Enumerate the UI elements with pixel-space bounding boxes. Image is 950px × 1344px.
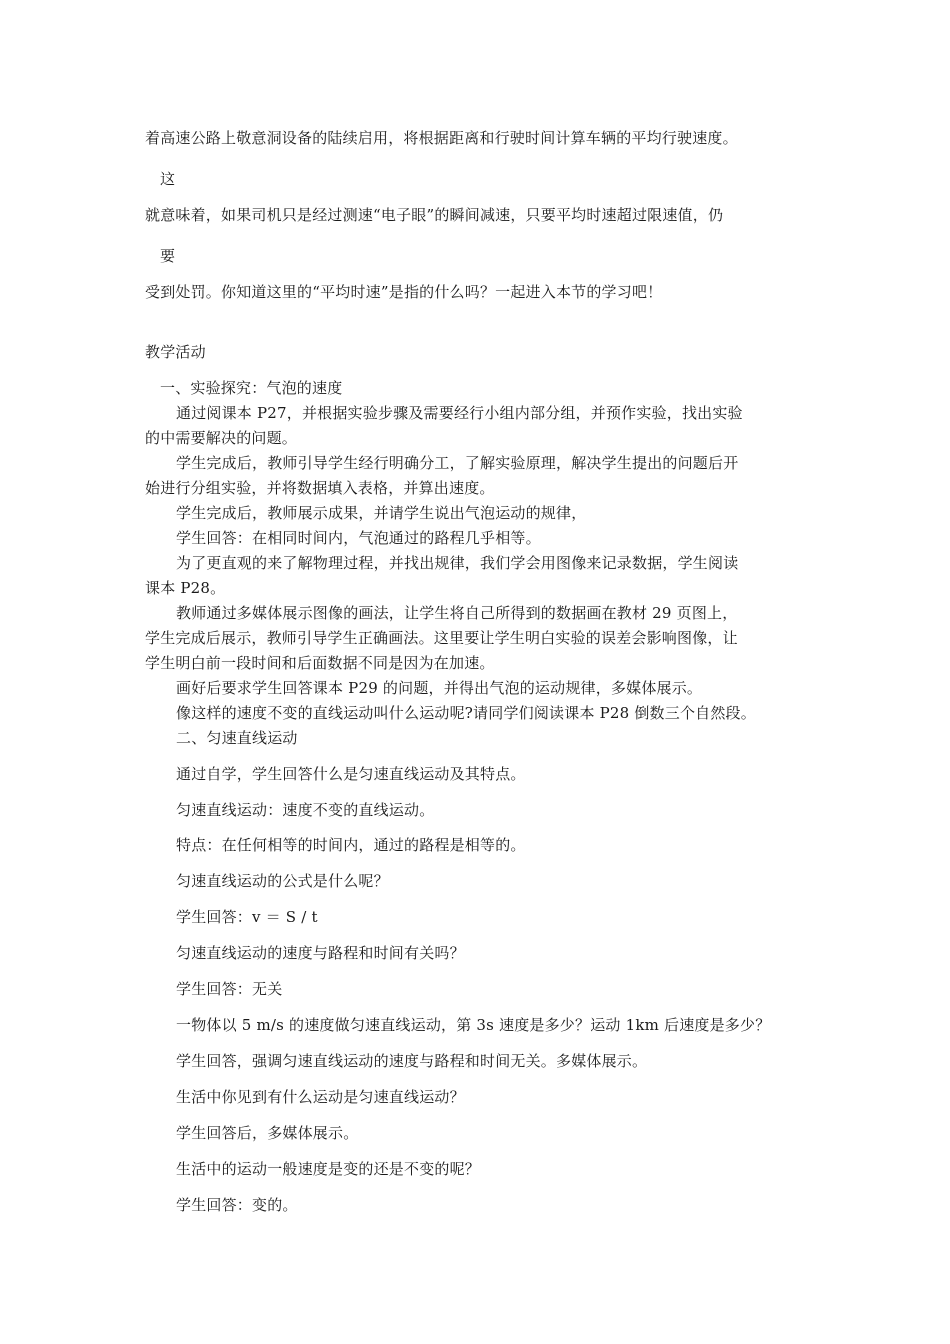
section-2-line: 生活中的运动一般速度是变的还是不变的呢？ (176, 1160, 481, 1178)
section-1-line: 学生回答：在相同时间内，气泡通过的路程几乎相等。 (176, 529, 541, 547)
section-2-line: 学生回答后，多媒体展示。 (176, 1124, 359, 1142)
section-2-line: 学生回答：v ＝ S / t (176, 908, 318, 926)
intro-line-1: 着高速公路上敬意洞设备的陆续启用，将根据距离和行驶时间计算车辆的平均行驶速度。 (145, 129, 738, 147)
section-1-line: 教师通过多媒体展示图像的画法，让学生将自己所得到的数据画在教材 29 页图上， (176, 604, 738, 622)
section-1-line: 始进行分组实验，并将数据填入表格，并算出速度。 (145, 479, 495, 497)
section-2-line: 学生回答：无关 (176, 980, 283, 998)
intro-line-3: 受到处罚。你知道这里的“平均时速”是指的什么吗？一起进入本节的学习吧！ (145, 283, 663, 301)
section-2-line: 匀速直线运动的公式是什么呢？ (176, 872, 389, 890)
section-1-line: 画好后要求学生回答课本 P29 的问题，并得出气泡的运动规律，多媒体展示。 (176, 679, 703, 697)
section-1-line: 通过阅课本 P27，并根据实验步骤及需要经行小组内部分组，并预作实验，找出实验 (176, 404, 743, 422)
section-1-line: 学生明白前一段时间和后面数据不同是因为在加速。 (145, 654, 495, 672)
section-2-line: 生活中你见到有什么运动是匀速直线运动？ (176, 1088, 465, 1106)
section-2-line: 特点：在任何相等的时间内，通过的路程是相等的。 (176, 836, 526, 854)
intro-line-2-wrap: 要 (160, 247, 176, 265)
intro-line-2: 就意味着，如果司机只是经过测速“电子眼”的瞬间减速，只要平均时速超过限速值，仍 (145, 206, 724, 224)
section-1-line: 像这样的速度不变的直线运动叫什么运动呢?请同学们阅读课本 P28 倒数三个自然段。 (176, 704, 756, 722)
section-1-line: 课本 P28。 (145, 579, 226, 597)
section-2-line: 学生回答，强调匀速直线运动的速度与路程和时间无关。多媒体展示。 (176, 1052, 648, 1070)
section-1-line: 为了更直观的来了解物理过程，并找出规律，我们学会用图像来记录数据，学生阅读 (176, 554, 739, 572)
section-2-line: 学生回答：变的。 (176, 1196, 298, 1214)
section-2-line: 一物体以 5 m/s 的速度做匀速直线运动，第 3s 速度是多少？运动 1km 后速度是多少？ (176, 1016, 771, 1034)
section-2-line: 通过自学，学生回答什么是匀速直线运动及其特点。 (176, 765, 526, 783)
section-1-title: 一、实验探究：气泡的速度 (160, 379, 343, 397)
section-2-line: 匀速直线运动：速度不变的直线运动。 (176, 801, 435, 819)
intro-line-1-wrap: 这 (160, 170, 176, 188)
section-heading: 教学活动 (145, 343, 206, 361)
section-1-line: 学生完成后展示，教师引导学生正确画法。这里要让学生明白实验的误差会影响图像，让 (145, 629, 738, 647)
section-1-line: 学生完成后，教师展示成果，并请学生说出气泡运动的规律， (176, 504, 587, 522)
section-1-line: 的中需要解决的问题。 (145, 429, 298, 447)
section-2-line: 匀速直线运动的速度与路程和时间有关吗？ (176, 944, 465, 962)
section-2-title: 二、匀速直线运动 (176, 729, 298, 747)
section-1-line: 学生完成后，教师引导学生经行明确分工，了解实验原理，解决学生提出的问题后开 (176, 454, 739, 472)
